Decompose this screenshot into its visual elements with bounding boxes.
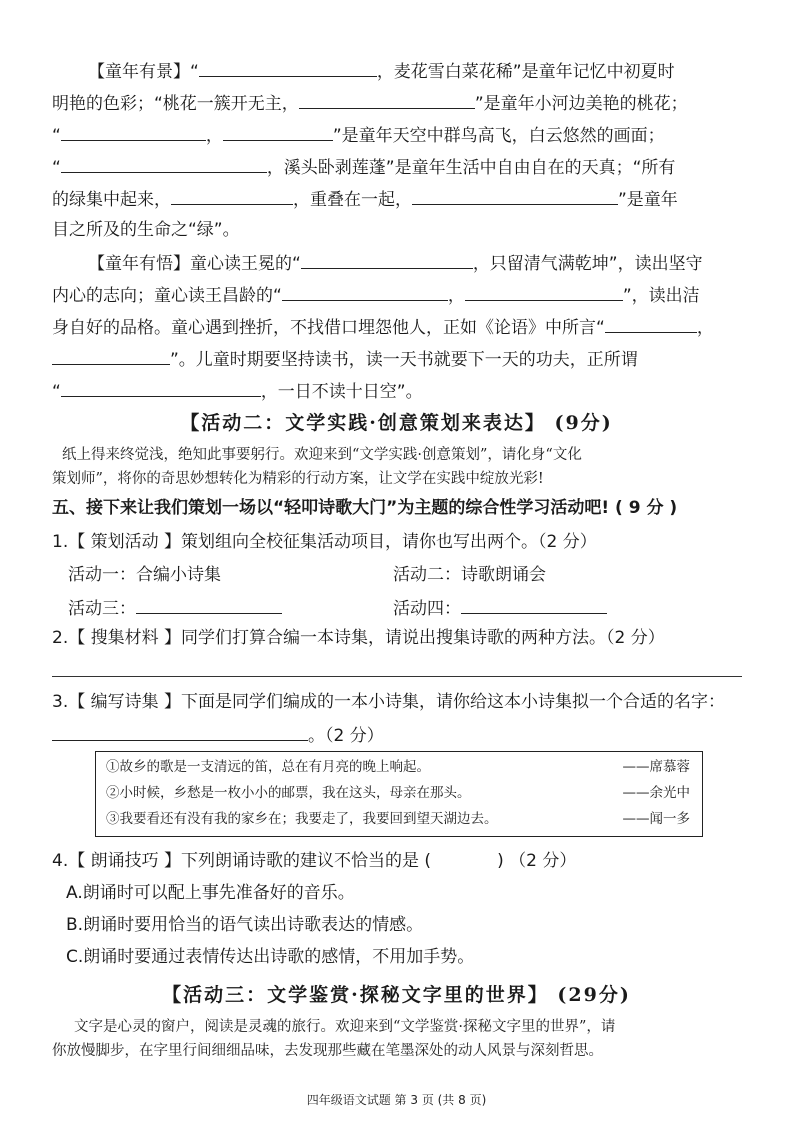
- answer-blank[interactable]: [282, 282, 448, 301]
- answer-line[interactable]: [52, 676, 742, 677]
- activity3-intro-line1: 文字是心灵的窗户，阅读是灵魂的旅行。欢迎来到“文学鉴赏·探秘文字里的世界”，请: [74, 1019, 616, 1035]
- activity3-heading: 【活动三：文学鉴赏·探秘文字里的世界】 (29分): [162, 984, 631, 1006]
- option-b: B.朗诵时要用恰当的语气读出诗歌表达的情感。: [66, 915, 424, 935]
- activity2-intro-line2: 策划师”，将你的奇思妙想转化为精彩的行动方案，让文学在实践中绽放光彩!: [52, 471, 544, 487]
- activity3-intro-line2: 你放慢脚步，在字里行间细细品味，去发现那些藏在笔墨深处的动人风景与深刻哲思。: [52, 1043, 603, 1059]
- answer-blank[interactable]: [299, 90, 475, 109]
- answer-blank[interactable]: [61, 154, 267, 173]
- section1-line5: 的绿集中起来， ，重叠在一起， ”是童年: [52, 186, 678, 212]
- section2-line3: 身自好的品格。童心遇到挫折，不找借口埋怨他人，正如《论语》中所言“ ，: [52, 314, 714, 340]
- activity-1: 活动一：合编小诗集: [68, 565, 221, 585]
- section2-line1: 【童年有悟】童心读王冕的“ ，只留清气满乾坤”，读出坚守: [88, 250, 703, 276]
- activity-2: 活动二：诗歌朗诵会: [393, 565, 546, 585]
- answer-blank[interactable]: [301, 250, 473, 269]
- answer-blank[interactable]: [465, 282, 623, 301]
- section1-line3: “ ， ”是童年天空中群鸟高飞，白云悠然的画面；: [52, 122, 665, 148]
- section1-line6: 目之所及的生命之“绿”。: [52, 220, 240, 240]
- question5-3-answer: 。（2 分）: [52, 722, 384, 748]
- answer-blank[interactable]: [61, 122, 206, 141]
- answer-blank[interactable]: [605, 314, 697, 333]
- activity-4: 活动四：: [393, 595, 607, 621]
- question5-title: 五、接下来让我们策划一场以“轻叩诗歌大门”为主题的综合性学习活动吧! ( 9 分 ): [52, 498, 678, 518]
- activity2-intro-line1: 纸上得来终觉浅，绝知此事要躬行。欢迎来到“文学实践·创意策划”，请化身“文化: [62, 447, 582, 463]
- answer-blank[interactable]: [136, 595, 282, 614]
- answer-blank[interactable]: [52, 346, 170, 365]
- option-c: C.朗诵时要通过表情传达出诗歌的感情，不用加手势。: [66, 947, 475, 967]
- poem-collection-box: ①故乡的歌是一支清远的笛，总在有月亮的晚上响起。 ——席慕蓉 ②小时候，乡愁是一枚小小的邮票，我在这头，母亲在那头。 ——余光中 ③我要看还有没有我的家乡在；我要走了，我要回到望天湖边去。 ——闻一多: [95, 751, 703, 837]
- answer-blank[interactable]: [461, 595, 607, 614]
- answer-blank[interactable]: [199, 58, 377, 77]
- section1-line4: “ ，溪头卧剥莲蓬”是童年生活中自由自在的天真；“所有: [52, 154, 675, 180]
- question5-2: 2.【 搜集材料 】同学们打算合编一本诗集，请说出搜集诗歌的两种方法。（2 分）: [52, 628, 665, 648]
- activity2-heading: 【活动二：文学实践·创意策划来表达】 (9分): [180, 412, 613, 434]
- section2-line5: “ ，一日不读十日空”。: [52, 378, 423, 404]
- option-a: A.朗诵时可以配上事先准备好的音乐。: [66, 883, 355, 903]
- section1-line1: 【童年有景】“ ，麦花雪白菜花稀”是童年记忆中初夏时: [88, 58, 675, 84]
- question5-3: 3.【 编写诗集 】下面是同学们编成的一本小诗集，请你给这本小诗集拟一个合适的名字：: [52, 692, 726, 712]
- answer-blank[interactable]: [171, 186, 293, 205]
- answer-blank[interactable]: [412, 186, 618, 205]
- question5-1: 1.【 策划活动 】策划组向全校征集活动项目，请你也写出两个。（2 分）: [52, 532, 597, 552]
- page-footer: 四年级语文试题 第 3 页 (共 8 页): [306, 1093, 487, 1107]
- section1-line2: 明艳的色彩；“桃花一簇开无主， ”是童年小河边美艳的桃花；: [52, 90, 688, 116]
- activity-3: 活动三：: [68, 595, 282, 621]
- section2-line2: 内心的志向；童心读王昌龄的“ ， ”，读出洁: [52, 282, 700, 308]
- answer-blank[interactable]: [52, 722, 308, 741]
- section2-line4: ”。儿童时期要坚持读书，读一天书就要下一天的功夫，正所谓: [52, 346, 638, 372]
- answer-blank[interactable]: [61, 378, 261, 397]
- answer-blank[interactable]: [223, 122, 333, 141]
- question5-4: 4.【 朗诵技巧 】下列朗诵诗歌的建议不恰当的是 ( ) （2 分）: [52, 851, 577, 871]
